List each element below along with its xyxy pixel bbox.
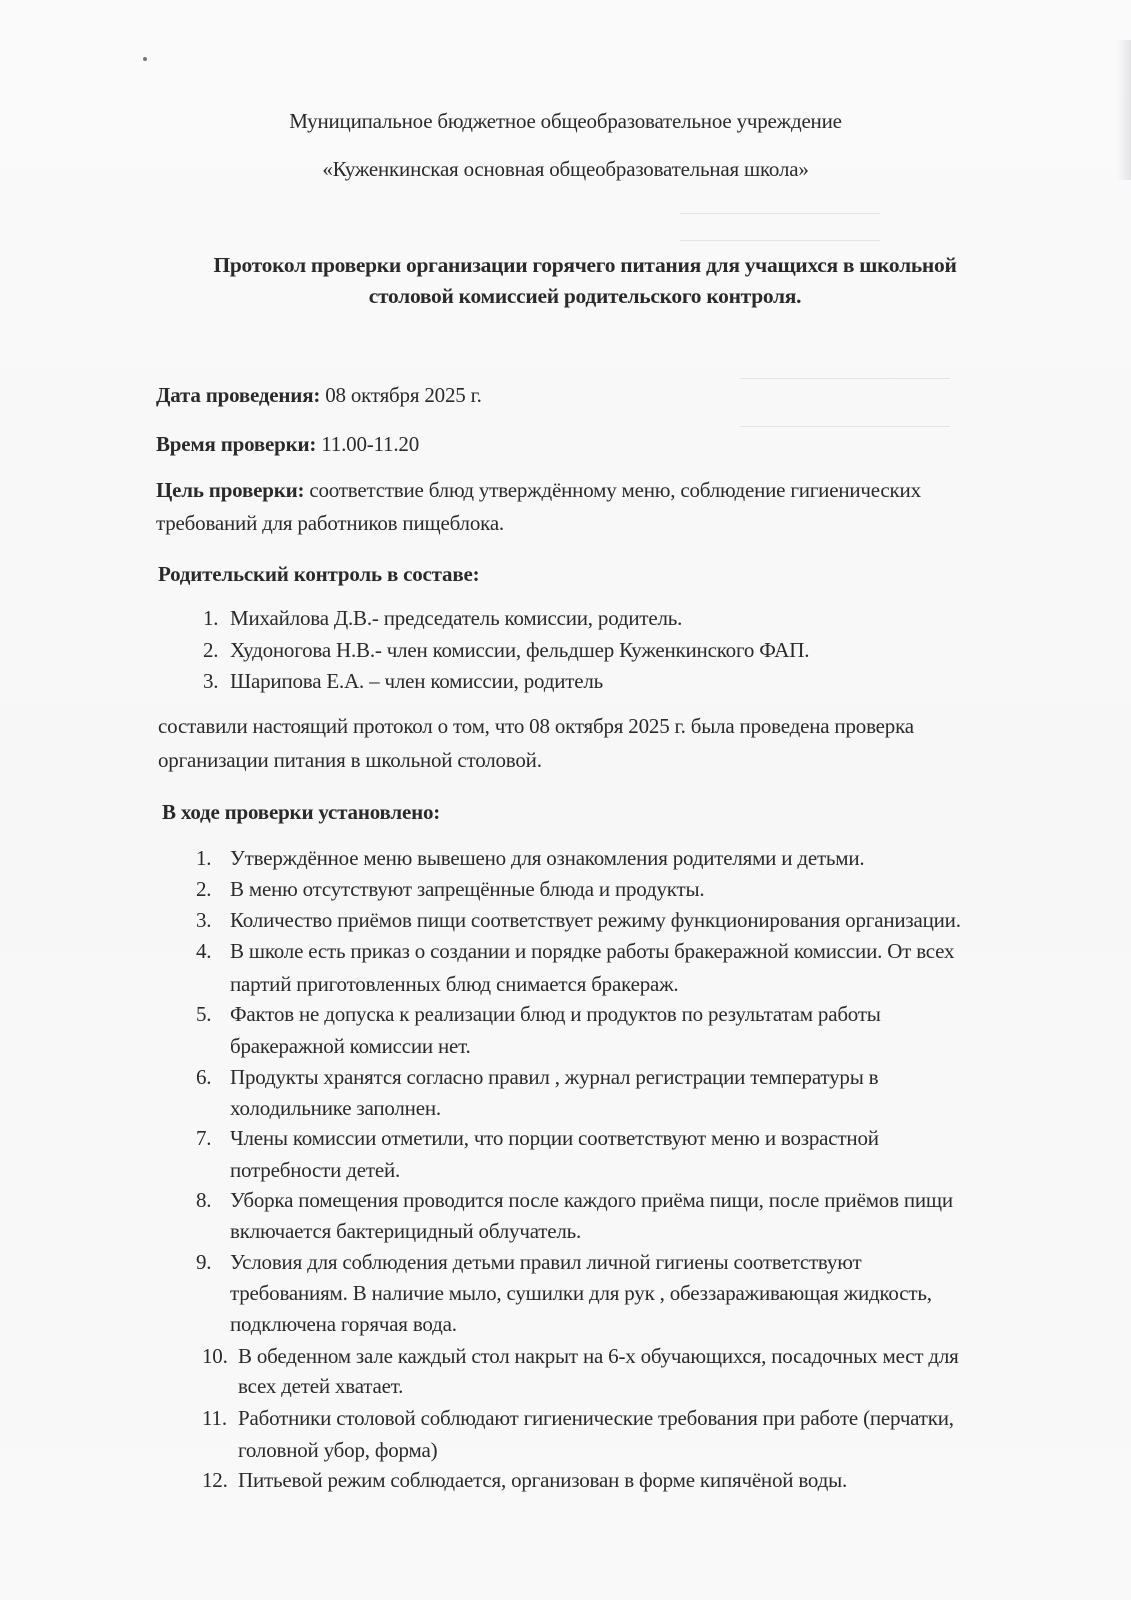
list-number: 6.: [196, 1065, 212, 1089]
list-number: 10.: [202, 1344, 228, 1368]
finding-item-continued: потребности детей.: [230, 1158, 401, 1182]
date-label: Дата проведения:: [156, 383, 321, 407]
list-number: 9.: [196, 1250, 212, 1274]
scan-speck: [143, 57, 147, 61]
finding-item: Работники столовой соблюдают гигиенические требования при работе (перчатки,: [238, 1406, 954, 1430]
list-number: 1.: [203, 606, 219, 630]
finding-item: В обеденном зале каждый стол накрыт на 6-х обучающихся, посадочных мест для: [238, 1344, 959, 1368]
list-number: 2.: [203, 638, 219, 662]
committee-heading-text: Родительский контроль в составе:: [158, 562, 480, 586]
findings-heading: [162, 800, 440, 825]
bleed-through-mark: [740, 378, 950, 379]
goal-row: [156, 478, 921, 503]
finding-item-continued: головной убор, форма): [238, 1438, 438, 1462]
goal-value: соответствие блюд утверждённому меню, соблюдение гигиенических: [304, 478, 921, 502]
finding-item: В меню отсутствуют запрещённые блюда и продукты.: [230, 877, 705, 901]
list-number: 4.: [196, 939, 212, 963]
finding-item-continued: партий приготовленных блюд снимается бракераж.: [230, 972, 679, 996]
committee-heading: [158, 562, 479, 587]
finding-item-continued: включается бактерицидный облучатель.: [230, 1219, 582, 1243]
finding-item-continued: всех детей хватает.: [238, 1374, 404, 1398]
statement-line-2: организации питания в школьной столовой.: [158, 748, 542, 772]
list-number: 11.: [202, 1406, 227, 1430]
list-number: 3.: [203, 669, 219, 693]
finding-item: В школе есть приказ о создании и порядке работы бракеражной комиссии. От всех: [230, 939, 955, 963]
finding-item: Утверждённое меню вывешено для ознакомления родителями и детьми.: [230, 846, 865, 870]
institution-line-1: Муниципальное бюджетное общеобразовательное учреждение: [289, 109, 842, 133]
date-row: [156, 383, 482, 408]
finding-item: Условия для соблюдения детьми правил личной гигиены соответствуют: [230, 1250, 862, 1274]
finding-item-continued: холодильнике заполнен.: [230, 1096, 441, 1120]
finding-item: Уборка помещения проводится после каждого приёма пищи, после приёмов пищи: [230, 1188, 953, 1212]
committee-member: Худоногова Н.В.- член комиссии, фельдшер Куженкинского ФАП.: [230, 638, 810, 662]
finding-item: Питьевой режим соблюдается, организован в форме кипячёной воды.: [238, 1468, 848, 1492]
bleed-through-mark: [680, 240, 880, 241]
finding-item-continued: требованиям. В наличие мыло, сушилки для рук , обеззараживающая жидкость,: [230, 1281, 932, 1305]
findings-heading-text: В ходе проверки установлено:: [162, 800, 441, 824]
list-number: 5.: [196, 1002, 212, 1026]
document-title-line-2: столовой комиссией родительского контроля.: [368, 284, 802, 308]
bleed-through-mark: [740, 426, 950, 427]
statement-line-1: составили настоящий протокол о том, что 08 октября 2025 г. была проведена проверка: [158, 714, 914, 738]
time-row: [156, 432, 419, 457]
list-number: 1.: [196, 846, 212, 870]
time-label: Время проверки:: [156, 432, 317, 456]
list-number: 12.: [202, 1468, 228, 1492]
list-number: 8.: [196, 1188, 212, 1212]
bleed-through-mark: [680, 213, 880, 214]
committee-member: Шарипова Е.А. – член комиссии, родитель: [230, 669, 603, 693]
time-value: 11.00-11.20: [316, 432, 420, 456]
document-title-line-1: Протокол проверки организации горячего питания для учащихся в школьной: [213, 253, 957, 277]
finding-item-continued: подключена горячая вода.: [230, 1312, 457, 1336]
finding-item: Фактов не допуска к реализации блюд и продуктов по результатам работы: [230, 1002, 881, 1026]
goal-label: Цель проверки:: [156, 478, 305, 502]
finding-item-continued: бракеражной комиссии нет.: [230, 1034, 471, 1058]
list-number: 7.: [196, 1126, 212, 1150]
committee-member: Михайлова Д.В.- председатель комиссии, родитель.: [230, 606, 683, 630]
date-value: 08 октября 2025 г.: [320, 383, 482, 407]
list-number: 2.: [196, 877, 212, 901]
finding-item: Продукты хранятся согласно правил , журнал регистрации температуры в: [230, 1065, 879, 1089]
institution-line-2: «Куженкинская основная общеобразовательная школа»: [322, 157, 809, 181]
finding-item: Количество приёмов пищи соответствует режиму функционирования организации.: [230, 908, 961, 932]
list-number: 3.: [196, 908, 212, 932]
goal-row-continued: требований для работников пищеблока.: [156, 511, 504, 535]
finding-item: Члены комиссии отметили, что порции соответствуют меню и возрастной: [230, 1126, 879, 1150]
